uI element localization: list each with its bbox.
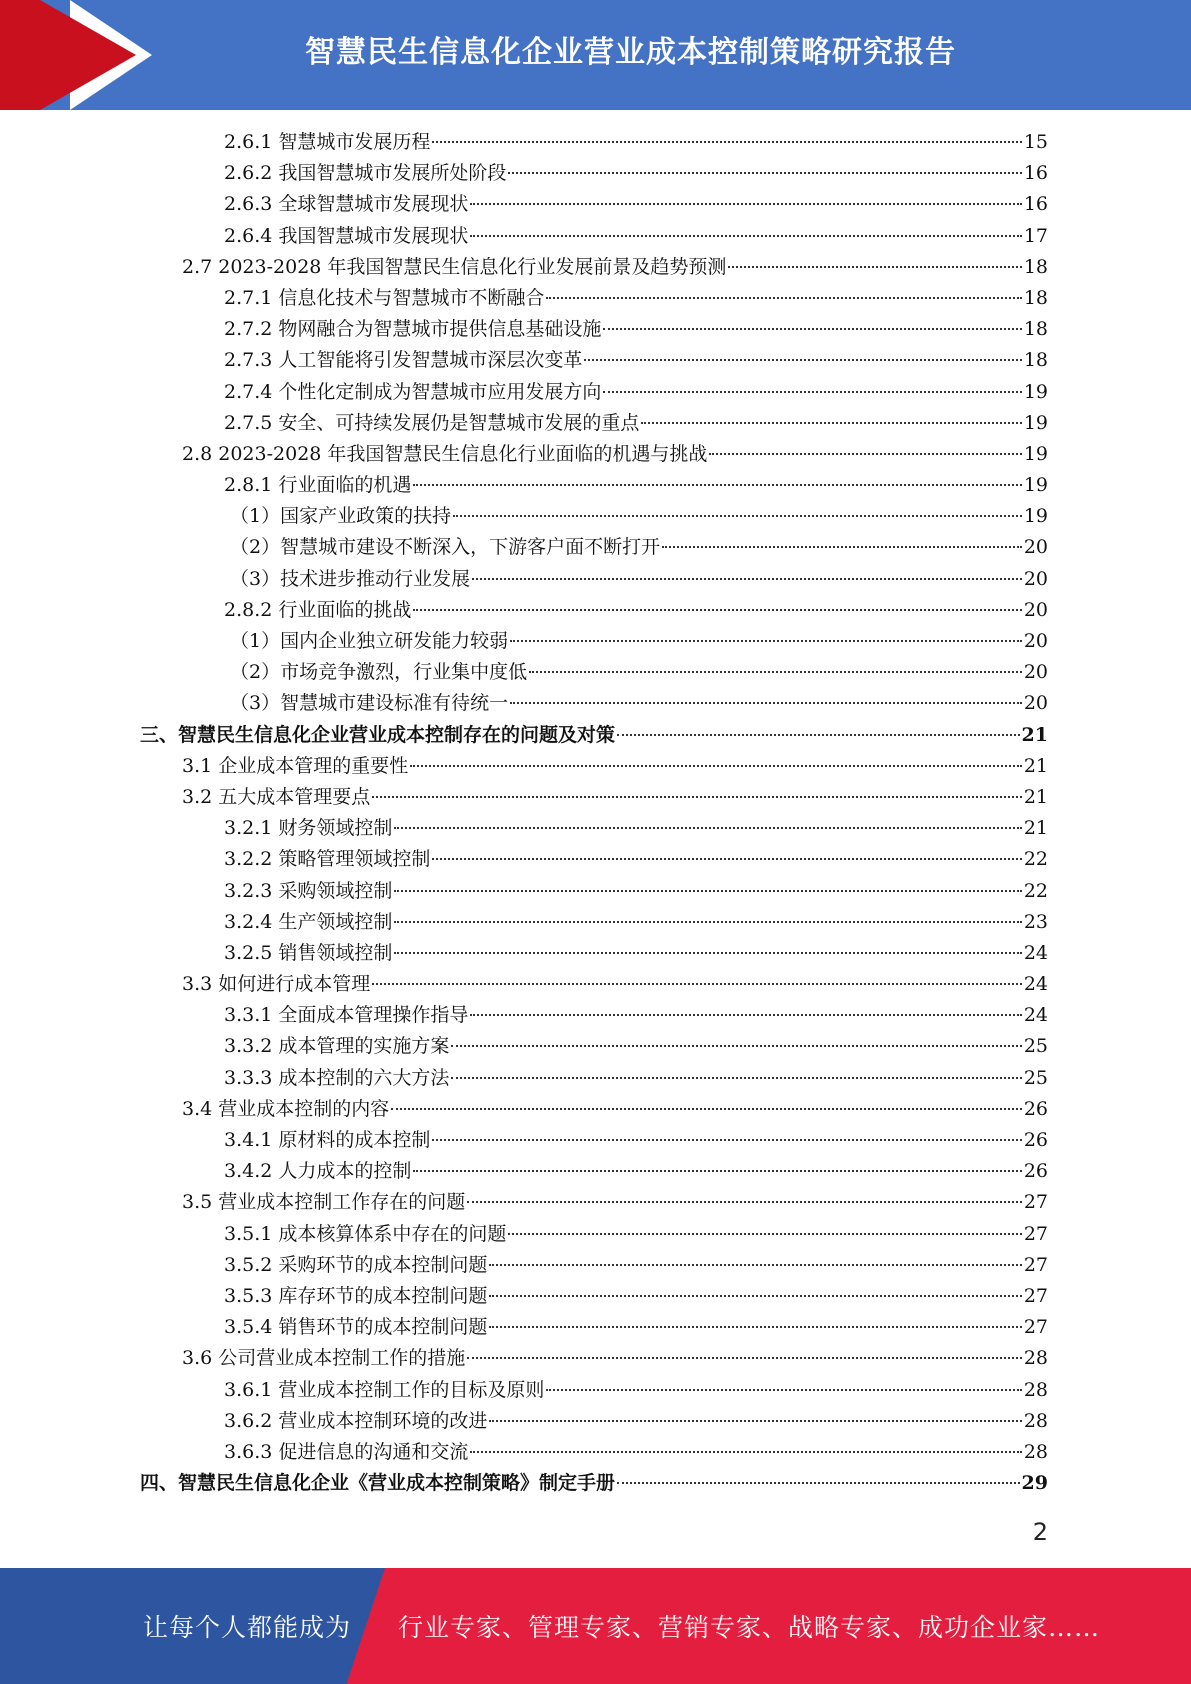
toc-entry-title: 3.5.4 销售环节的成本控制问题 <box>224 1316 488 1339</box>
toc-entry-page: 16 <box>1023 162 1048 185</box>
toc-entry-page: 26 <box>1023 1129 1048 1151</box>
toc-entry-page: 26 <box>1023 1097 1048 1120</box>
toc-entry-title: 2.6.4 我国智慧城市发展现状 <box>224 224 469 247</box>
toc-entry[interactable] <box>140 844 1048 875</box>
toc-entry-page: 24 <box>1023 973 1048 996</box>
page-number: 2 <box>1032 1518 1048 1546</box>
toc-entry[interactable] <box>140 1281 1048 1312</box>
toc-entry-page: 17 <box>1023 224 1048 247</box>
toc-entry[interactable] <box>140 1343 1048 1374</box>
toc-dot-leader <box>641 422 1021 424</box>
toc-dot-leader <box>470 1014 1021 1016</box>
toc-entry[interactable] <box>140 470 1048 501</box>
toc-entry-page: 16 <box>1023 193 1048 216</box>
toc-entry-page: 27 <box>1023 1222 1048 1245</box>
toc-dot-leader <box>603 328 1021 330</box>
toc-entry[interactable] <box>140 1000 1048 1031</box>
toc-entry-page: 27 <box>1023 1191 1048 1214</box>
toc-entry-title: 2.8.1 行业面临的机遇 <box>224 474 412 497</box>
toc-entry[interactable] <box>140 1031 1048 1062</box>
toc-entry-title: 3.3.1 全面成本管理操作指导 <box>224 1004 469 1027</box>
toc-dot-leader <box>394 952 1021 954</box>
toc-entry[interactable] <box>140 314 1048 345</box>
toc-entry[interactable] <box>140 969 1048 1000</box>
toc-entry[interactable] <box>140 189 1048 220</box>
toc-entry-page: 21 <box>1023 785 1048 808</box>
toc-dot-leader <box>510 640 1022 642</box>
toc-entry-title: 3.5.3 库存环节的成本控制问题 <box>224 1284 488 1307</box>
toc-entry[interactable] <box>140 1250 1048 1281</box>
toc-entry-page: 24 <box>1023 1004 1048 1027</box>
toc-dot-leader <box>709 453 1021 455</box>
toc-entry-title: 2.6.3 全球智慧城市发展现状 <box>224 193 469 216</box>
toc-entry-title: 3.1 企业成本管理的重要性 <box>182 754 409 777</box>
toc-entry-page: 27 <box>1023 1284 1048 1307</box>
toc-entry[interactable] <box>140 252 1048 283</box>
toc-dot-leader <box>546 1389 1021 1391</box>
toc-entry-page: 19 <box>1023 380 1048 403</box>
toc-dot-leader <box>489 1420 1021 1422</box>
toc-entry-page: 22 <box>1023 848 1048 871</box>
toc-entry-page: 21 <box>1021 723 1048 746</box>
toc-entry-title: 四、智慧民生信息化企业《营业成本控制策略》制定手册 <box>140 1472 616 1495</box>
toc-dot-leader <box>546 297 1021 299</box>
toc-entry-title: 2.8.2 行业面临的挑战 <box>224 598 412 621</box>
toc-entry[interactable] <box>140 283 1048 314</box>
toc-entry-page: 18 <box>1023 349 1048 372</box>
toc-entry-page: 15 <box>1023 131 1048 153</box>
toc-entry[interactable] <box>140 1094 1048 1125</box>
toc-entry-title: 三、智慧民生信息化企业营业成本控制存在的问题及对策 <box>140 723 616 746</box>
toc-entry-page: 20 <box>1023 536 1048 559</box>
toc-dot-leader <box>432 141 1021 143</box>
toc-entry-title: 3.6.1 营业成本控制工作的目标及原则 <box>224 1378 545 1401</box>
toc-entry[interactable] <box>140 688 1048 719</box>
toc-entry-page: 22 <box>1023 879 1048 902</box>
header-arrow-icon <box>40 0 136 110</box>
toc-entry[interactable] <box>140 626 1048 657</box>
toc-entry-title: 3.4.2 人力成本的控制 <box>224 1160 412 1183</box>
toc-dot-leader <box>510 702 1022 704</box>
toc-entry-title: 3.5.1 成本核算体系中存在的问题 <box>224 1222 507 1245</box>
toc-entry-title: 2.7.1 信息化技术与智慧城市不断融合 <box>224 286 545 309</box>
toc-entry-title: 3.6.2 营业成本控制环境的改进 <box>224 1409 488 1432</box>
toc-entry-page: 18 <box>1023 255 1048 278</box>
footer-slogan-right: 行业专家、管理专家、营销专家、战略专家、成功企业家…… <box>398 1613 1101 1642</box>
toc-entry-page: 25 <box>1023 1035 1048 1058</box>
toc-entry-page: 24 <box>1023 941 1048 964</box>
toc-entry-page: 20 <box>1023 692 1048 715</box>
toc-entry-title: （3）技术进步推动行业发展 <box>230 567 471 590</box>
toc-entry-title: 3.2.2 策略管理领域控制 <box>224 848 431 871</box>
toc-dot-leader <box>410 765 1022 767</box>
toc-dot-leader <box>413 1170 1021 1172</box>
toc-entry-page: 20 <box>1023 661 1048 684</box>
toc-entry-page: 19 <box>1023 505 1048 528</box>
toc-dot-leader <box>372 796 1022 798</box>
toc-dot-leader <box>394 921 1021 923</box>
toc-entry-page: 19 <box>1023 442 1048 465</box>
toc-entry[interactable] <box>140 1312 1048 1343</box>
toc-entry-title: 2.7.2 物网融合为智慧城市提供信息基础设施 <box>224 318 602 341</box>
toc-entry-page: 27 <box>1023 1253 1048 1276</box>
toc-entry[interactable] <box>140 127 1048 158</box>
page-header <box>0 0 1191 110</box>
toc-entry-title: 3.6.3 促进信息的沟通和交流 <box>224 1440 469 1463</box>
toc-dot-leader <box>467 1357 1022 1359</box>
toc-dot-leader <box>529 671 1022 673</box>
toc-dot-leader <box>617 734 1020 736</box>
toc-entry-page: 28 <box>1023 1347 1048 1370</box>
toc-dot-leader <box>451 1077 1021 1079</box>
toc-entry-title: （2）市场竞争激烈，行业集中度低 <box>230 661 528 684</box>
toc-dot-leader <box>584 359 1021 361</box>
toc-dot-leader <box>413 484 1021 486</box>
toc-dot-leader <box>508 1233 1021 1235</box>
toc-entry[interactable] <box>140 657 1048 688</box>
toc-entry-title: （3）智慧城市建设标准有待统一 <box>230 692 509 715</box>
toc-entry-title: 2.7.5 安全、可持续发展仍是智慧城市发展的重点 <box>224 411 640 434</box>
table-of-contents <box>140 127 1048 1499</box>
toc-entry[interactable] <box>140 1187 1048 1218</box>
toc-entry-title: 2.6.1 智慧城市发展历程 <box>224 131 431 153</box>
toc-entry-title: 3.4 营业成本控制的内容 <box>182 1097 390 1120</box>
toc-entry-page: 28 <box>1023 1378 1048 1401</box>
toc-entry[interactable] <box>140 595 1048 626</box>
toc-entry-page: 21 <box>1023 817 1048 840</box>
toc-entry-page: 23 <box>1023 910 1048 933</box>
toc-dot-leader <box>489 1295 1021 1297</box>
toc-entry[interactable] <box>140 439 1048 470</box>
toc-entry-page: 27 <box>1023 1316 1048 1339</box>
toc-entry[interactable] <box>140 1125 1048 1156</box>
toc-entry[interactable] <box>140 907 1048 938</box>
toc-entry[interactable] <box>140 564 1048 595</box>
toc-dot-leader <box>432 858 1021 860</box>
toc-entry[interactable] <box>140 345 1048 376</box>
toc-dot-leader <box>662 546 1022 548</box>
toc-entry-title: 3.2.1 财务领域控制 <box>224 817 393 840</box>
toc-entry-title: 3.4.1 原材料的成本控制 <box>224 1129 431 1151</box>
toc-entry-page: 29 <box>1021 1472 1048 1495</box>
toc-dot-leader <box>451 1045 1021 1047</box>
toc-entry-title: 2.7.3 人工智能将引发智慧城市深层次变革 <box>224 349 583 372</box>
toc-entry[interactable] <box>140 1375 1048 1406</box>
toc-entry-title: 3.5.2 采购环节的成本控制问题 <box>224 1253 488 1276</box>
toc-entry[interactable] <box>140 532 1048 563</box>
toc-entry-title: 3.2.5 销售领域控制 <box>224 941 393 964</box>
toc-dot-leader <box>617 1482 1020 1484</box>
toc-entry-page: 18 <box>1023 286 1048 309</box>
toc-entry-page: 18 <box>1023 318 1048 341</box>
toc-entry-page: 20 <box>1023 598 1048 621</box>
toc-entry-page: 25 <box>1023 1066 1048 1089</box>
toc-entry[interactable] <box>140 1156 1048 1187</box>
toc-entry[interactable] <box>140 221 1048 252</box>
toc-entry-page: 28 <box>1023 1440 1048 1463</box>
toc-entry-title: （2）智慧城市建设不断深入，下游客户面不断打开 <box>230 536 661 559</box>
toc-chapter-entry[interactable] <box>140 1468 1048 1499</box>
toc-entry-title: 3.3.2 成本管理的实施方案 <box>224 1035 450 1058</box>
toc-entry[interactable] <box>140 377 1048 408</box>
toc-entry[interactable] <box>140 1219 1048 1250</box>
toc-entry[interactable] <box>140 408 1048 439</box>
toc-entry-page: 26 <box>1023 1160 1048 1183</box>
toc-entry-title: 2.6.2 我国智慧城市发展所处阶段 <box>224 162 507 185</box>
toc-entry-title: 3.3.3 成本控制的六大方法 <box>224 1066 450 1089</box>
report-title: 智慧民生信息化企业营业成本控制策略研究报告 <box>305 35 956 70</box>
toc-entry-page: 20 <box>1023 567 1048 590</box>
toc-dot-leader <box>394 827 1021 829</box>
toc-entry-page: 28 <box>1023 1409 1048 1432</box>
toc-entry-title: 3.2.4 生产领域控制 <box>224 910 393 933</box>
toc-dot-leader <box>472 578 1022 580</box>
toc-entry[interactable] <box>140 1063 1048 1094</box>
toc-entry[interactable] <box>140 876 1048 907</box>
toc-entry-title: 2.7.4 个性化定制成为智慧城市应用发展方向 <box>224 380 602 403</box>
toc-dot-leader <box>508 172 1021 174</box>
toc-dot-leader <box>413 609 1021 611</box>
toc-dot-leader <box>432 1139 1021 1141</box>
toc-chapter-entry[interactable] <box>140 720 1048 751</box>
toc-entry-title: 2.7 2023-2028 年我国智慧民生信息化行业发展前景及趋势预测 <box>182 255 727 278</box>
toc-entry-title: 3.5 营业成本控制工作存在的问题 <box>182 1191 466 1214</box>
header-arrow-decoration <box>0 0 40 110</box>
toc-entry-page: 20 <box>1023 630 1048 652</box>
toc-dot-leader <box>394 890 1021 892</box>
toc-entry-page: 19 <box>1023 474 1048 497</box>
toc-dot-leader <box>467 1201 1022 1203</box>
toc-entry-page: 21 <box>1023 754 1048 777</box>
toc-dot-leader <box>470 1451 1021 1453</box>
page-footer <box>0 1568 1191 1684</box>
toc-dot-leader <box>372 983 1022 985</box>
toc-entry[interactable] <box>140 782 1048 813</box>
toc-entry-title: 2.8 2023-2028 年我国智慧民生信息化行业面临的机遇与挑战 <box>182 442 708 465</box>
toc-entry[interactable] <box>140 1437 1048 1468</box>
toc-entry-title: 3.3 如何进行成本管理 <box>182 973 371 996</box>
toc-entry[interactable] <box>140 813 1048 844</box>
toc-dot-leader <box>470 203 1021 205</box>
toc-dot-leader <box>728 266 1021 268</box>
toc-entry[interactable] <box>140 751 1048 782</box>
toc-entry-title: （1）国内企业独立研发能力较弱 <box>230 630 509 652</box>
toc-dot-leader <box>489 1326 1021 1328</box>
toc-entry[interactable] <box>140 938 1048 969</box>
toc-entry-page: 19 <box>1023 411 1048 434</box>
toc-entry-title: 3.2 五大成本管理要点 <box>182 785 371 808</box>
toc-entry-title: （1）国家产业政策的扶持 <box>230 505 452 528</box>
toc-entry-title: 3.6 公司营业成本控制工作的措施 <box>182 1347 466 1370</box>
toc-dot-leader <box>470 235 1021 237</box>
toc-entry[interactable] <box>140 1406 1048 1437</box>
toc-dot-leader <box>489 1264 1021 1266</box>
toc-dot-leader <box>391 1108 1022 1110</box>
toc-entry[interactable] <box>140 158 1048 189</box>
toc-dot-leader <box>453 515 1022 517</box>
toc-entry-title: 3.2.3 采购领域控制 <box>224 879 393 902</box>
toc-dot-leader <box>603 391 1021 393</box>
footer-slogan-left: 让每个人都能成为 <box>143 1613 352 1642</box>
toc-entry[interactable] <box>140 501 1048 532</box>
